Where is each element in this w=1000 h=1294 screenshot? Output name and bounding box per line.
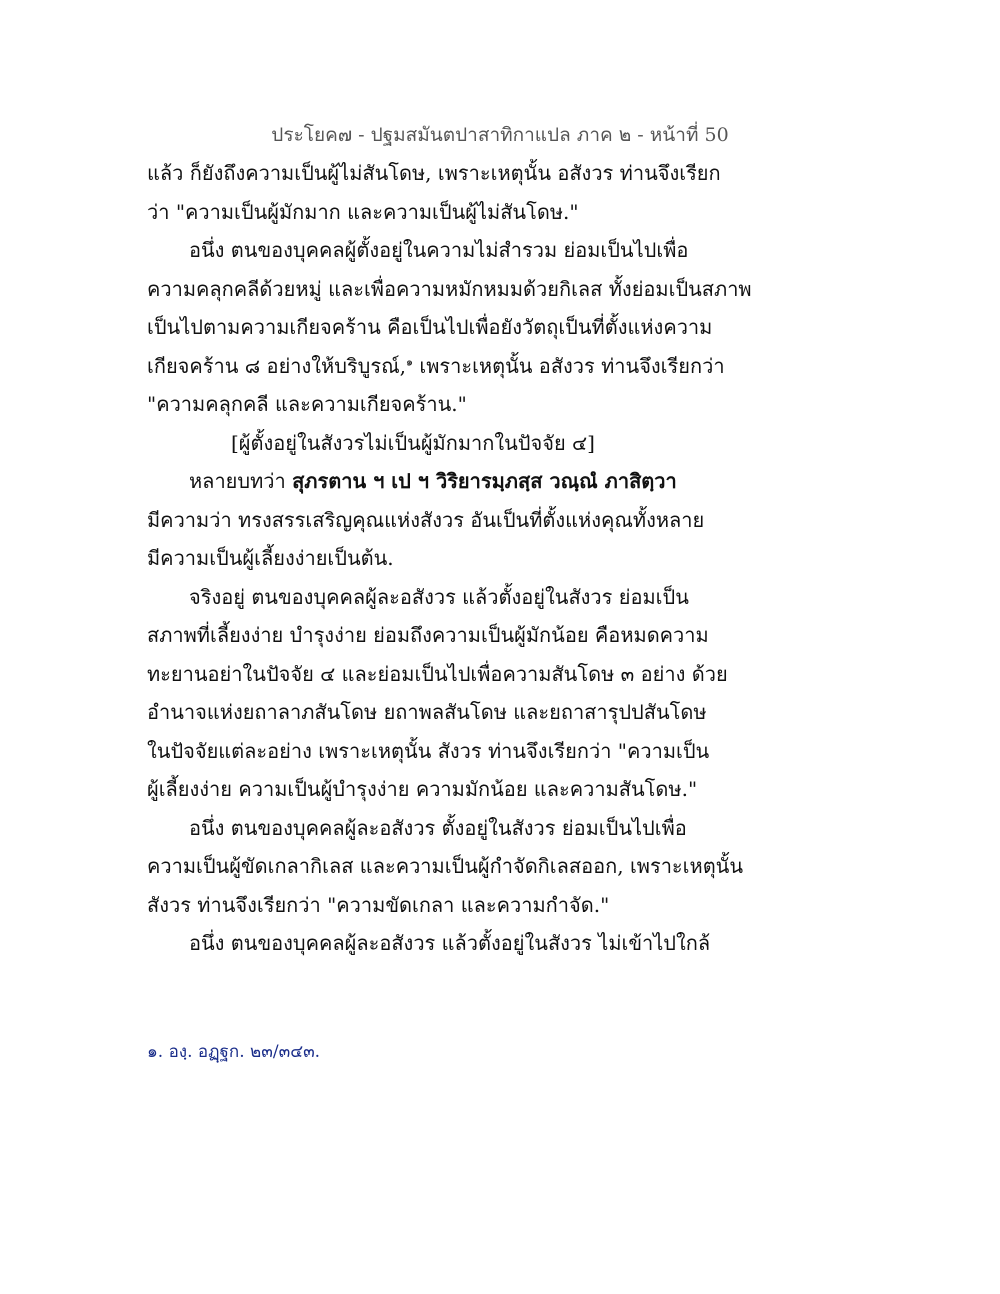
footnote-marker: ๑: [406, 354, 413, 368]
line-text: เกียจคร้าน ๘ อย่างให้บริบูรณ์,: [147, 353, 407, 378]
paragraph-line: "ความคลุกคลี และความเกียจคร้าน.": [147, 392, 467, 416]
body-text: [147, 154, 752, 963]
paragraph-line: ผู้เลี้ยงง่าย ความเป็นผู้บำรุงง่าย ความมักน้อย และความสันโดษ.": [147, 777, 698, 801]
paragraph-line: ในปัจจัยแต่ละอย่าง เพราะเหตุนั้น สังวร ท่านจึงเรียกว่า "ความเป็น: [147, 738, 710, 763]
line-text: เพราะเหตุนั้น อสังวร ท่านจึงเรียกว่า: [413, 353, 725, 378]
paragraph-line: อนึ่ง ตนของบุคคลผู้ละอสังวร ตั้งอยู่ในสังวร ย่อมเป็นไปเพื่อ: [189, 815, 687, 840]
paragraph-line: ความคลุกคลีด้วยหมู่ และเพื่อความหมักหมมด้วยกิเลส ทั้งย่อมเป็นสภาพ: [147, 276, 752, 301]
paragraph-line: มีความว่า ทรงสรรเสริญคุณแห่งสังวร อันเป็นที่ตั้งแห่งคุณทั้งหลาย: [147, 507, 705, 532]
pali-quote: สุภรตาน ฯ เป ฯ วิริยารมฺภสฺส วณฺณํ ภาสิตฺวา: [292, 469, 677, 493]
paragraph-line: จริงอยู่ ตนของบุคคลผู้ละอสังวร แล้วตั้งอยู่ในสังวร ย่อมเป็น: [189, 584, 689, 609]
paragraph-line: [147, 347, 725, 386]
paragraph-line: [147, 462, 707, 501]
paragraph-line: อำนาจแห่งยถาลาภสันโดษ ยถาพลสันโดษ และยถาสารุปปสันโดษ: [147, 700, 707, 724]
paragraph-line: อนึ่ง ตนของบุคคลผู้ละอสังวร แล้วตั้งอยู่ในสังวร ไม่เข้าไปใกล้: [189, 931, 711, 955]
paragraph-line: แล้ว ก็ยังถึงความเป็นผู้ไม่สันโดษ, เพราะเหตุนั้น อสังวร ท่านจึงเรียก: [147, 161, 721, 185]
paragraph-line: สังวร ท่านจึงเรียกว่า "ความขัดเกลา และความกำจัด.": [147, 892, 610, 917]
line-text: หลายบทว่า: [189, 469, 293, 493]
paragraph-line: ความเป็นผู้ขัดเกลากิเลส และความเป็นผู้กำจัดกิเลสออก, เพราะเหตุนั้น: [147, 854, 744, 878]
paragraph-line: สภาพที่เลี้ยงง่าย บำรุงง่าย ย่อมถึงความเป็นผู้มักน้อย คือหมดความ: [147, 623, 709, 647]
paragraph-line: มีความเป็นผู้เลี้ยงง่ายเป็นต้น.: [147, 546, 394, 570]
section-subheading: [ผู้ตั้งอยู่ในสังวรไม่เป็นผู้มักมากในปัจจัย ๔]: [231, 430, 595, 455]
paragraph-line: ว่า "ความเป็นผู้มักมาก และความเป็นผู้ไม่สันโดษ.": [147, 199, 579, 224]
running-header: ประโยค๗ - ปฐมสมันตปาสาทิกาแปล ภาค ๒ - หน้าที่ 50: [271, 124, 729, 146]
paragraph-line: อนึ่ง ตนของบุคคลผู้ตั้งอยู่ในความไม่สำรวม ย่อมเป็นไปเพื่อ: [189, 238, 689, 262]
paragraph-line: เป็นไปตามความเกียจคร้าน คือเป็นไปเพื่อยังวัตถุเป็นที่ตั้งแห่งความ: [147, 315, 713, 339]
paragraph-line: ทะยานอย่าในปัจจัย ๔ และย่อมเป็นไปเพื่อความสันโดษ ๓ อย่าง ด้วย: [147, 661, 728, 686]
footnote: ๑. องฺ. อฏฺฐก. ๒๓/๓๔๓.: [147, 1042, 321, 1062]
